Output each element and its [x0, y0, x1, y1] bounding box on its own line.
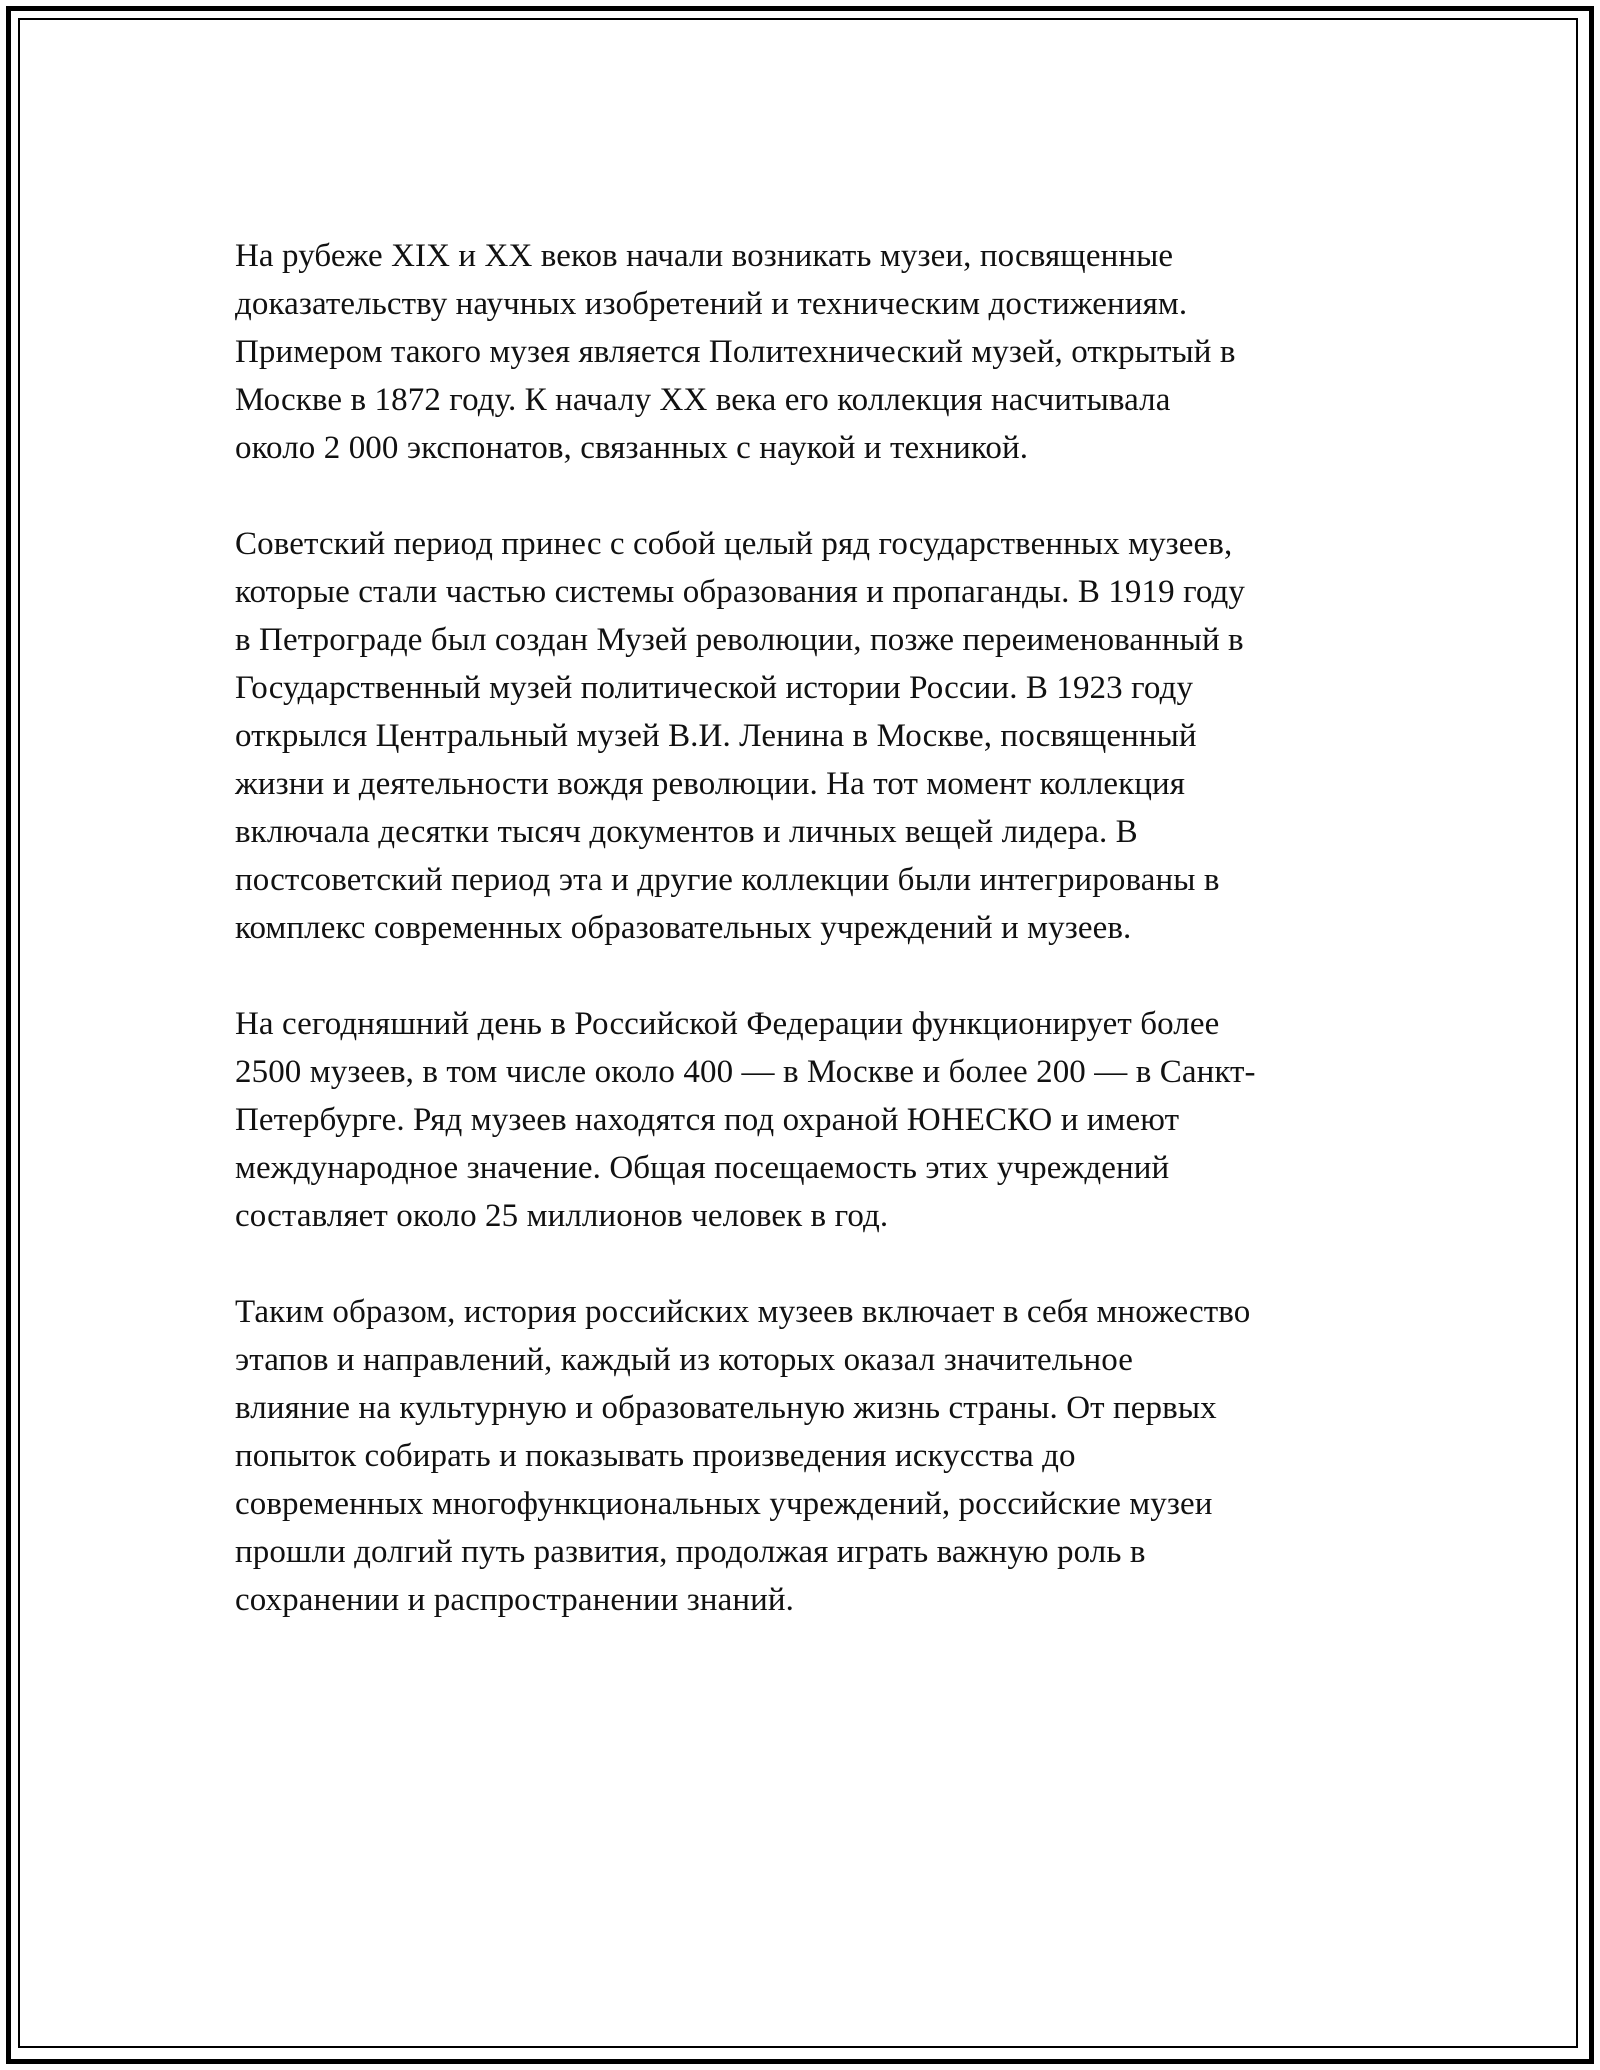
text-line: которые стали частью системы образования и пропаганды. В 1919 году [235, 574, 1246, 610]
text-line: комплекс современных образовательных учреждений и музеев. [235, 910, 1132, 946]
text-line: открылся Центральный музей В.И. Ленина в Москве, посвященный [235, 718, 1197, 754]
text-line: включала десятки тысяч документов и личных вещей лидера. В [235, 814, 1138, 850]
text-line: влияние на культурную и образовательную жизнь страны. От первых [235, 1390, 1217, 1426]
text-line: Таким образом, история российских музеев включает в себя множество [235, 1294, 1251, 1330]
text-line: прошли долгий путь развития, продолжая играть важную роль в [235, 1534, 1146, 1570]
text-line: Советский период принес с собой целый ряд государственных музеев, [235, 526, 1233, 562]
text-line: Москве в 1872 году. К началу XX века его коллекция насчитывала [235, 382, 1171, 418]
text-line: этапов и направлений, каждый из которых оказал значительное [235, 1342, 1133, 1378]
text-line: сохранении и распространении знаний. [235, 1582, 795, 1618]
text-line: около 2 000 экспонатов, связанных с наукой и техникой. [235, 430, 1029, 466]
text-line: попыток собирать и показывать произведения искусства до [235, 1438, 1076, 1474]
text-line: международное значение. Общая посещаемость этих учреждений [235, 1150, 1170, 1186]
text-line: жизни и деятельности вождя революции. На тот момент коллекция [235, 766, 1186, 802]
paragraph-1 [235, 232, 1415, 472]
text-line: доказательству научных изобретений и техническим достижениям. [235, 286, 1188, 322]
text-line: в Петрограде был создан Музей революции, позже переименованный в [235, 622, 1244, 658]
text-line: 2500 музеев, в том числе около 400 — в Москве и более 200 — в Санкт- [235, 1054, 1256, 1090]
text-line: составляет около 25 миллионов человек в год. [235, 1198, 889, 1234]
text-line: На сегодняшний день в Российской Федерации функционирует более [235, 1006, 1220, 1042]
text-line: современных многофункциональных учреждений, российские музеи [235, 1486, 1213, 1522]
paragraph-3 [235, 1000, 1415, 1240]
text-line: Государственный музей политической истории России. В 1923 году [235, 670, 1194, 706]
text-line: постсоветский период эта и другие коллекции были интегрированы в [235, 862, 1220, 898]
paragraph-4 [235, 1288, 1415, 1624]
paragraph-2 [235, 520, 1415, 952]
text-line: Примером такого музея является Политехнический музей, открытый в [235, 334, 1236, 370]
document-body [235, 232, 1415, 1672]
text-line: Петербурге. Ряд музеев находятся под охраной ЮНЕСКО и имеют [235, 1102, 1180, 1138]
text-line: На рубеже XIX и XX веков начали возникать музеи, посвященные [235, 238, 1174, 274]
